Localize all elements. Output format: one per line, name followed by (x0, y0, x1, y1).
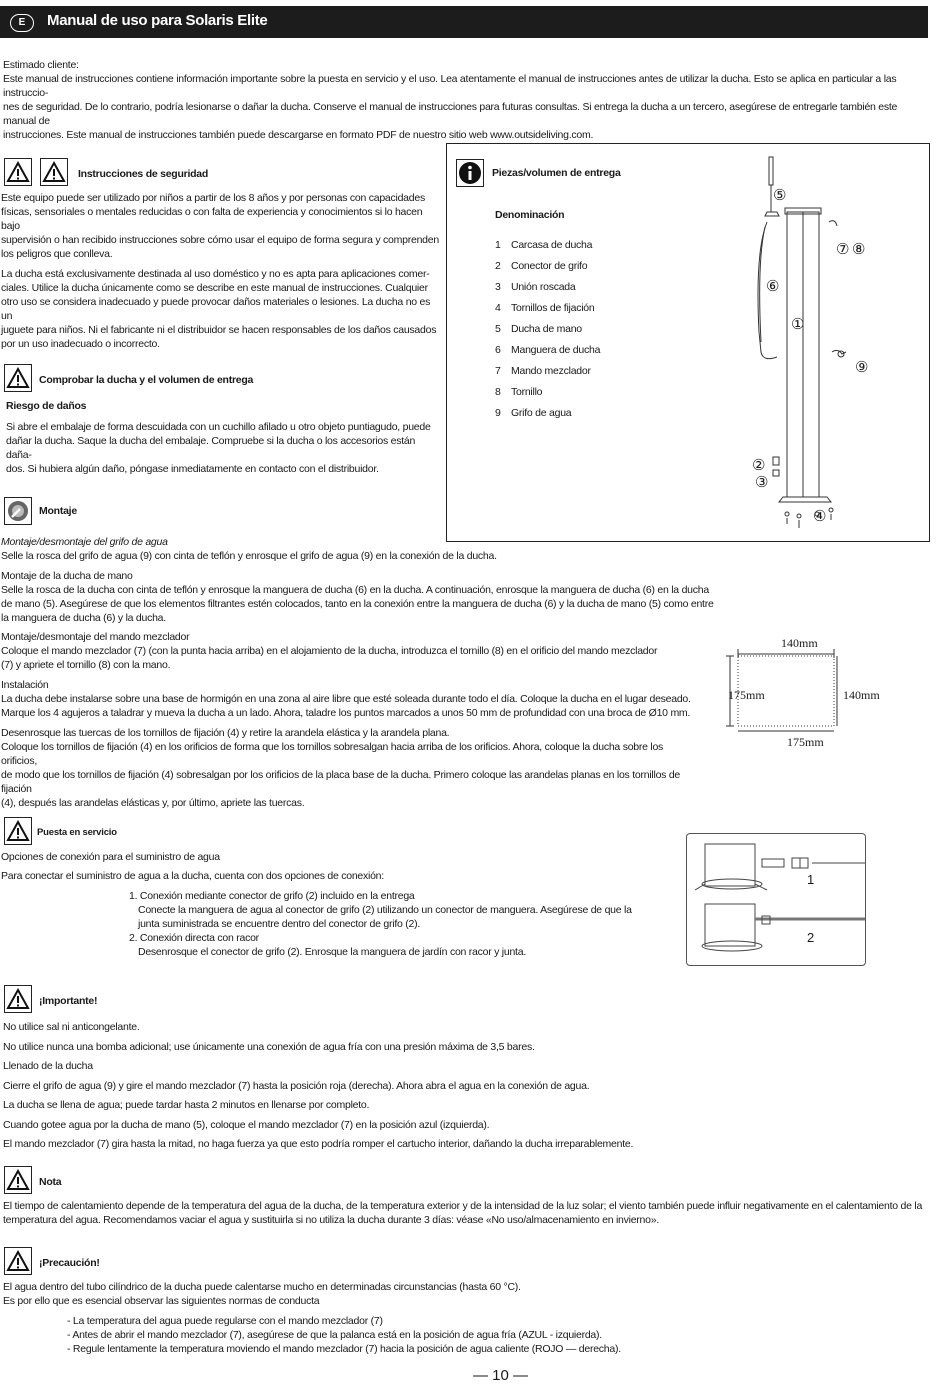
text-line: juguete para niños. Ni el fabricante ni el distribuidor se hacen responsables de los daños causados (1, 324, 437, 336)
list-item: 6 Manguera de ducha (495, 344, 601, 356)
text-line: Conecte la manguera de agua al conector de grifo (2) utilizando un conector de manguera. Asegúrese de que la (138, 904, 632, 916)
text-line: El mando mezclador (7) gira hasta la mitad, no haga fuerza ya que esto podría romper el cartucho interior, dañando la ducha irreparablemente. (3, 1138, 634, 1150)
text-line: Desenrosque las tuercas de los tornillos de fijación (4) y retire la arandela elástica y la arandela plana. (1, 727, 450, 739)
text-line: La ducha se llena de agua; puede tardar hasta 2 minutos en llenarse por completo. (3, 1099, 370, 1111)
callout-1: ① (791, 316, 805, 333)
callout-3: ③ (755, 474, 769, 491)
callout-6: ⑥ (766, 278, 780, 295)
warning-icon (4, 985, 32, 1013)
text-line: temperatura del agua. Recomendamos vaciar el agua y sustituirla si no utiliza la ducha durante 3 días: véase «No uso/almacenamiento en invierno». (3, 1214, 659, 1226)
mount-text-3 (1, 630, 701, 810)
dim-bottom: 175mm (787, 735, 824, 749)
mount-text-2 (1, 583, 926, 625)
text-line: Es por ello que es esencial observar las siguientes normas de conducta (3, 1295, 320, 1307)
page-title: Manual de uso para Solaris Elite (47, 12, 268, 29)
text-line: junta suministrada se encuentre dentro del conector de grifo (2). (138, 918, 421, 930)
text-line: Llenado de la ducha (3, 1060, 93, 1072)
text-line: El tiempo de calentamiento depende de la temperatura del agua de la ducha, de la temperatura exterior y de la intensidad de la luz solar; el viento también puede influir negativamente en el calentamiento de la (3, 1200, 923, 1212)
subsection-title: Montaje de la ducha de mano (1, 570, 133, 582)
service-intro: Para conectar el suministro de agua a la ducha, cuenta con dos opciones de conexión: (1, 870, 384, 882)
text-line: Coloque los tornillos de fijación (4) en los orificios de forma que los tornillos sobresalgan hacia arriba de los orificios. Ahora, coloque la ducha sobre los orificios, (1, 741, 664, 767)
info-icon (456, 159, 484, 187)
callout-8: ⑧ (852, 241, 866, 258)
note-text (3, 1199, 928, 1227)
drill-dimensions-diagram (725, 636, 885, 736)
parts-list (495, 235, 600, 424)
warning-icon (40, 158, 68, 186)
service-options (129, 889, 649, 959)
subsection-title: Montaje/desmontaje del grifo de agua (1, 536, 168, 548)
parts-panel (446, 143, 930, 542)
subsection-title: Montaje/desmontaje del mando mezclador (1, 631, 190, 643)
callout-9: ⑨ (855, 359, 869, 376)
intro-line: Este manual de instrucciones contiene información importante sobre la puesta en servicio y el uso. Lea atentamente el manual de instrucciones antes de utilizar la ducha. Esto se aplica en particular a las instruccio- (3, 73, 897, 99)
list-item: 7 Mando mezclador (495, 365, 591, 377)
list-item: 9 Grifo de agua (495, 407, 572, 419)
warning-icon (4, 1247, 32, 1275)
text-line: No utilice sal ni anticongelante. (3, 1021, 140, 1033)
list-item: - La temperatura del agua puede regularse con el mando mezclador (7) (67, 1315, 383, 1327)
list-item: 8 Tornillo (495, 386, 543, 398)
list-item: - Regule lentamente la temperatura moviendo el mando mezclador (7) hacia la posición de agua caliente (ROJO — derecha). (67, 1343, 621, 1355)
text-line: Coloque el mando mezclador (7) (con la punta hacia arriba) en el alojamiento de la ducha, introduzca el tornillo (8) en el orificio del mando mezclador (1, 645, 658, 657)
caution-title: ¡Precaución! (39, 1257, 100, 1269)
text-line: dañar la ducha. Saque la ducha del embalaje. Compruebe si la ducha o los accesorios están daña- (6, 435, 416, 461)
important-text (3, 1018, 903, 1155)
check-subtitle: Riesgo de daños (6, 400, 87, 412)
service-title: Puesta en servicio (37, 827, 117, 838)
tool-icon (4, 497, 32, 525)
connection-figure (686, 833, 866, 966)
list-item: 1 Carcasa de ducha (495, 239, 593, 251)
text-line: ciales. Utilice la ducha únicamente como se describe en este manual de instrucciones. Cualquier (1, 282, 428, 294)
text-line: (7) y apriete el tornillo (8) con la mano. (1, 659, 171, 671)
note-title: Nota (39, 1176, 62, 1188)
text-line: la manguera de ducha (6) y la ducha. (1, 612, 166, 624)
option-title: 2. Conexión directa con racor (129, 932, 259, 944)
text-line: Cuando gotee agua por la ducha de mano (5), coloque el mando mezclador (7) en la posición azul (izquierda). (3, 1118, 490, 1131)
list-item: 4 Tornillos de fijación (495, 302, 595, 314)
check-text (6, 420, 436, 476)
safety-title: Instrucciones de seguridad (78, 168, 209, 180)
caution-text (3, 1280, 703, 1308)
text-line: Este equipo puede ser utilizado por niños a partir de los 8 años y por personas con capacidades (1, 192, 425, 204)
service-sub: Opciones de conexión para el suministro de agua (1, 851, 220, 863)
safety-text (1, 191, 441, 351)
dim-left: 175mm (728, 688, 765, 702)
parts-heading: Denominación (495, 209, 565, 221)
text-line: Desenrosque el conector de grifo (2). Enrosque la manguera de jardín con racor y junta. (138, 946, 526, 958)
text-line: La ducha debe instalarse sobre una base de hormigón en una zona al aire libre que esté soleada durante todo el día. Coloque la ducha en el lugar deseado. (1, 693, 691, 705)
callout-7: ⑦ (836, 241, 850, 258)
text-line: (4), después las arandelas elásticas y, por último, apriete las tuercas. (1, 797, 305, 809)
text-line: Selle la rosca de la ducha con cinta de teflón y enrosque la manguera de ducha (6) en la ducha. A continuación, enrosque la manguera de ducha (6) en la ducha (1, 584, 709, 596)
text-line: de mano (5). Asegúrese de que los elementos filtrantes estén colocados, tanto en la conexión entre la manguera de ducha (6) y la ducha de mano (5) como entre (1, 598, 714, 610)
list-item: 5 Ducha de mano (495, 323, 582, 335)
language-badge: E (10, 14, 34, 32)
text-line: Si abre el embalaje de forma descuidada con un cuchillo afilado u otro objeto puntiagudo, puede (6, 421, 431, 433)
warning-icon (4, 158, 32, 186)
page-number: — 10 — (473, 1367, 529, 1384)
text-line: por un uso inadecuado o incorrecto. (1, 338, 160, 350)
dim-right: 140mm (843, 688, 880, 702)
warning-icon (4, 364, 32, 392)
text-line: supervisión o han recibido instrucciones sobre cómo usar el equipo de forma segura y comprenden (1, 234, 439, 246)
mount-text (1, 535, 701, 583)
list-item: 2 Conector de grifo (495, 260, 588, 272)
text-line: los peligros que conlleva. (1, 248, 113, 260)
fig-label-2: 2 (807, 930, 815, 945)
fig-label-1: 1 (807, 872, 815, 887)
text-line: No utilice nunca una bomba adicional; use únicamente una conexión de agua fría con una presión máxima de 3,5 bares. (3, 1040, 535, 1053)
intro-line: nes de seguridad. De lo contrario, podría lesionarse o dañar la ducha. Conserve el manual de instrucciones para futuras consultas. Si entrega la ducha a un tercero, asegúrese de entregarle también este manual de (3, 101, 898, 127)
important-title: ¡Importante! (39, 995, 98, 1007)
text-line: dos. Si hubiera algún daño, póngase inmediatamente en contacto con el distribuidor. (6, 463, 379, 475)
callout-2: ② (752, 457, 766, 474)
callout-5: ⑤ (773, 187, 787, 204)
text-line: La ducha está exclusivamente destinada al uso doméstico y no es apta para aplicaciones comer- (1, 268, 430, 280)
warning-icon (4, 817, 32, 845)
text-line: Selle la rosca del grifo de agua (9) con cinta de teflón y enrosque el grifo de agua (9) en la conexión de la ducha. (1, 550, 497, 562)
text-line: otro uso se considera inadecuado y puede provocar daños materiales o lesiones. La ducha no es un (1, 296, 431, 322)
text-line: El agua dentro del tubo cilíndrico de la ducha puede calentarse mucho en determinadas circunstancias (hasta 60 °C). (3, 1281, 521, 1293)
intro (3, 58, 928, 142)
check-title: Comprobar la ducha y el volumen de entrega (39, 374, 254, 386)
warning-icon (4, 1166, 32, 1194)
salutation: Estimado cliente: (3, 59, 79, 71)
intro-line: instrucciones. Este manual de instrucciones también puede descargarse en formato PDF de nuestro sitio web www.outsideliving.com. (3, 129, 594, 141)
text-line: de modo que los tornillos de fijación (4) sobresalgan por los orificios de la placa base de la ducha. Primero coloque las arandelas planas en los tornillos de fijación (1, 769, 681, 795)
list-item: - Antes de abrir el mando mezclador (7), asegúrese de que la palanca está en la posición de agua fría (AZUL - izquierda). (67, 1329, 602, 1341)
text-line: Marque los 4 agujeros a taladrar y mueva la ducha a un lado. Ahora, taladre los puntos marcados a unos 50 mm de profundidad con una broca de Ø10 mm. (1, 707, 691, 719)
header-bar (0, 6, 928, 38)
callout-4: ④ (813, 508, 827, 525)
list-item: 3 Unión roscada (495, 281, 576, 293)
parts-title: Piezas/volumen de entrega (492, 167, 621, 179)
option-title: 1. Conexión mediante conector de grifo (2) incluido en la entrega (129, 890, 415, 902)
dim-top: 140mm (781, 636, 818, 650)
connection-drawing (687, 834, 865, 965)
caution-bullets (67, 1314, 767, 1356)
mount-title: Montaje (39, 505, 77, 517)
text-line: Cierre el grifo de agua (9) y gire el mando mezclador (7) hasta la posición roja (derecha). Ahora abra el agua en la conexión de agua. (3, 1079, 590, 1092)
subsection-title: Instalación (1, 679, 49, 691)
text-line: físicas, sensoriales o mentales reducidas o con falta de experiencia y conocimientos si lo hacen bajo (1, 206, 423, 232)
